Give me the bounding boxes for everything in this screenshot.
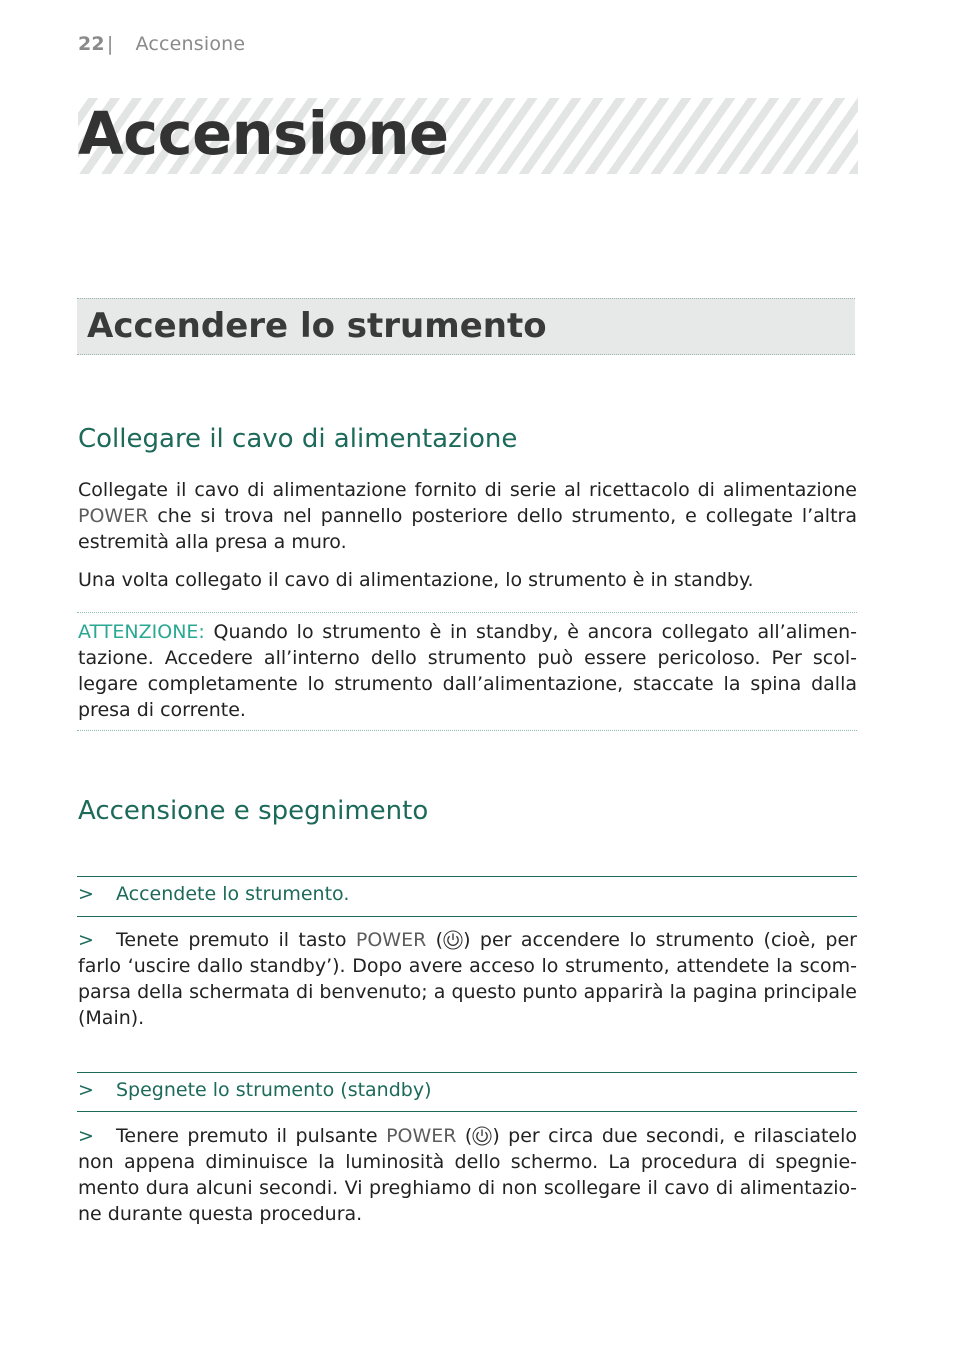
step2-label: Spegnete lo strumento (standby) xyxy=(116,1079,432,1101)
warning-box xyxy=(78,619,857,723)
header-section: Accensione xyxy=(135,33,246,55)
warning-label: ATTENZIONE: xyxy=(78,621,205,643)
chevron-right-icon: > xyxy=(78,883,94,905)
keyword-power: POWER xyxy=(386,1125,457,1147)
step2-heading xyxy=(78,1079,432,1101)
step1-label: Accendete lo strumento. xyxy=(116,883,350,905)
page-number: 22 xyxy=(78,33,105,55)
body-text: ) per circa due secondi, e rilasciatelo non appena diminuisce la luminosità dello schermo. La procedura di spegniemento dura alcuni secondi. Vi preghiamo di non scollegare il cavo di alimentazione durante questa procedura. xyxy=(78,1125,858,1225)
section-header-box xyxy=(77,298,855,355)
step1-body xyxy=(78,927,857,1031)
running-header xyxy=(78,33,245,55)
body-text: Tenere premuto il pulsante xyxy=(116,1125,387,1147)
body-text: ) per accendere lo strumento (cioè, per farlo ‘uscire dallo standby’). Dopo avere acceso lo strumento, attendete la scomparsa della schermata di benvenuto; a questo punto apparirà la pagina principale (Main). xyxy=(78,929,857,1029)
step2-bottom-rule xyxy=(77,1111,857,1112)
header-separator: | xyxy=(106,33,114,55)
power-icon xyxy=(472,1126,492,1146)
body-text: ( xyxy=(426,929,444,951)
step1-heading xyxy=(78,883,349,905)
power-icon xyxy=(443,930,463,950)
chevron-right-icon: > xyxy=(78,1125,94,1147)
warning-bottom-divider xyxy=(77,730,857,731)
section-title: Accendere lo strumento xyxy=(87,306,547,346)
paragraph-text: che si trova nel pannello posteriore dello strumento, e collegate l’altra estremità alla presa a muro. xyxy=(78,505,857,553)
step1-top-rule xyxy=(77,876,857,877)
paragraph-standby: Una volta collegato il cavo di alimentazione, lo strumento è in standby. xyxy=(78,569,754,591)
step2-body xyxy=(78,1123,857,1227)
page-title: Accensione xyxy=(78,99,449,168)
keyword-power: POWER xyxy=(78,505,149,527)
step1-bottom-rule xyxy=(77,916,857,917)
paragraph-text: Collegate il cavo di alimentazione fornito di serie al ricettacolo di alimentazione xyxy=(78,479,857,501)
body-text: ( xyxy=(456,1125,473,1147)
chevron-right-icon: > xyxy=(78,929,94,951)
chevron-right-icon: > xyxy=(78,1079,94,1101)
warning-top-divider xyxy=(77,612,857,613)
subheading-on-off: Accensione e spegnimento xyxy=(78,796,429,826)
body-text: Tenete premuto il tasto xyxy=(116,929,356,951)
subheading-power-cable: Collegare il cavo di alimentazione xyxy=(78,424,518,454)
paragraph-connect-cable xyxy=(78,477,857,555)
warning-text: Quando lo strumento è in standby, è ancora collegato all’alimentazione. Accedere all’interno dello strumento può essere pericoloso. Per scollegare completamente lo strumento dall’alimentazione, staccate la spina dalla presa di corrente. xyxy=(78,621,857,721)
step2-top-rule xyxy=(77,1072,857,1073)
keyword-power: POWER xyxy=(355,929,427,951)
